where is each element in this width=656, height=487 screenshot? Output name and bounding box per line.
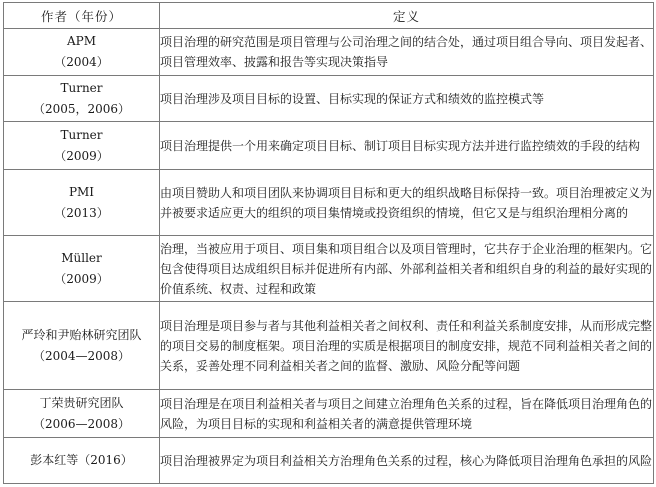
author-cell: [4, 170, 160, 236]
definition-cell: 项目治理提供一个用来确定项目目标、制订项目目标实现方法并进行监控绩效的手段的结构: [160, 122, 654, 170]
table-row: [4, 438, 654, 484]
author-name: Müller: [61, 250, 102, 265]
definition-cell: 项目治理是项目参与者与其他利益相关者之间权利、责任和利益关系制度安排，从而形成完整的项目交易的制度框架。项目治理的实质是根据项目的制度安排，规范不同利益相关者之间的关系，妥善处理不同利益相关者之间的监督、激励、风险分配等问题: [160, 302, 654, 390]
definition-cell: 项目治理是在项目利益相关者与项目之间建立治理角色关系的过程，旨在降低项目治理角色的风险，为项目目标的实现和利益相关者的满意提供管理环境: [160, 390, 654, 438]
table-row: [4, 302, 654, 390]
table-header-row: [4, 3, 654, 29]
table-row: [4, 390, 654, 438]
author-cell: [4, 390, 160, 438]
author-cell: [4, 29, 160, 76]
author-year: （2009）: [54, 148, 109, 163]
table-row: [4, 122, 654, 170]
table-row: [4, 170, 654, 236]
author-cell: [4, 76, 160, 122]
author-year: （2005，2006）: [32, 101, 131, 116]
author-name: Turner: [60, 127, 103, 142]
author-name: 彭本红等（2016）: [30, 453, 133, 467]
governance-definitions-table: [3, 2, 654, 484]
table-row: [4, 29, 654, 76]
author-year: （2006—2008）: [32, 416, 131, 431]
author-year: （2004）: [54, 55, 109, 69]
definition-cell: 项目治理涉及项目目标的设置、目标实现的保证方式和绩效的监控模式等: [160, 76, 654, 122]
definition-cell: 由项目赞助人和项目团队来协调项目目标和更大的组织战略目标保持一致。项目治理被定义为并被要求适应更大的组织的项目集情境或投资组织的情境，但它又是与组织治理相分离的: [160, 170, 654, 236]
author-name: PMI: [68, 184, 95, 199]
author-cell: [4, 302, 160, 390]
table-row: [4, 76, 654, 122]
author-year: （2004—2008）: [32, 348, 131, 363]
author-cell: [4, 438, 160, 484]
table-row: [4, 236, 654, 302]
table-container: [3, 2, 653, 484]
author-cell: [4, 236, 160, 302]
author-year: （2009）: [54, 271, 109, 286]
definition-cell: 项目治理的研究范围是项目管理与公司治理之间的结合处，通过项目组合导向、项目发起者、项目管理效率、披露和报告等实现决策指导: [160, 29, 654, 76]
author-name: 丁荣贵研究团队: [39, 395, 124, 410]
header-author-year: 作者（年份）: [4, 3, 160, 29]
author-name: Turner: [60, 80, 103, 95]
author-year: （2013）: [54, 205, 109, 220]
author-cell: [4, 122, 160, 170]
author-name: 严玲和尹贻林研究团队: [21, 327, 142, 342]
header-definition: 定义: [160, 3, 654, 29]
definition-cell: 治理，当被应用于项目、项目集和项目组合以及项目管理时，它共存于企业治理的框架内。它包含使得项目达成组织目标并促进所有内部、外部利益相关者和组织自身的利益的最好实现的价值系统、权责、过程和政策: [160, 236, 654, 302]
definition-cell: 项目治理被界定为项目利益相关方治理角色关系的过程，核心为降低项目治理角色承担的风险: [160, 438, 654, 484]
author-name: APM: [66, 34, 97, 48]
